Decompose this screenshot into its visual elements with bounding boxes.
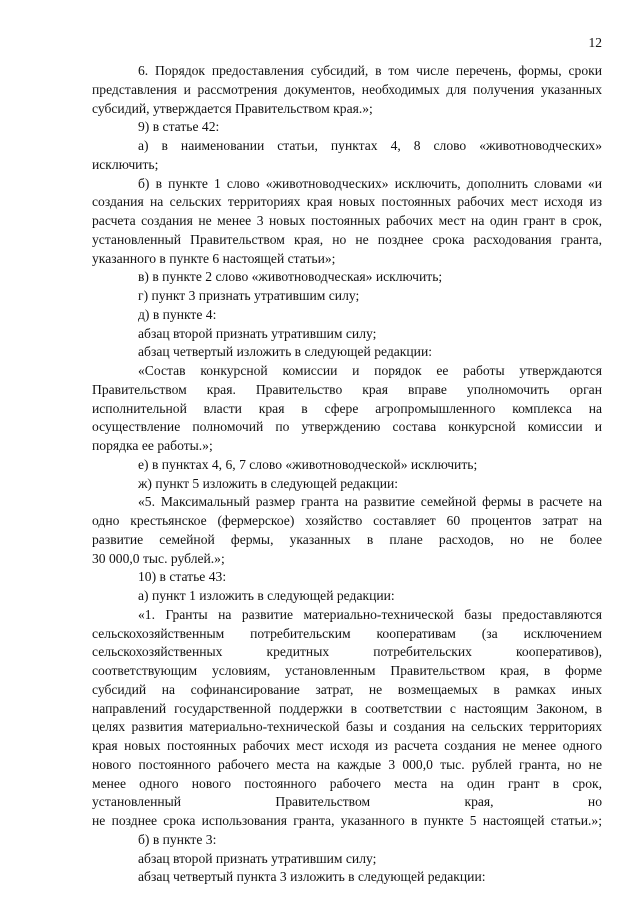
text-line: установленный Правительством края, но не позднее срока расходования гранта, (92, 231, 602, 247)
text-line: абзац второй признать утратившим силу; (138, 850, 377, 866)
text-line: «1. Гранты на развитие материально-технической базы предоставляются (138, 606, 602, 622)
text-line: порядка ее работы.»; (92, 438, 213, 453)
text-line: е) в пунктах 4, 6, 7 слово «животноводческой» исключить; (138, 456, 478, 472)
text-line: направлений государственной поддержки в соответствии с настоящим Законом, в (92, 700, 602, 716)
text-line: в) в пункте 2 слово «животноводческая» исключить; (138, 269, 443, 285)
text-line: менее одного нового постоянного рабочего места на один грант в срок, (92, 775, 602, 791)
text-line: «Состав конкурсной комиссии и порядок ее работы утверждаются (138, 363, 602, 378)
text-line: 10) в статье 43: (138, 569, 227, 585)
text-line: б) в пункте 1 слово «животноводческих» исключить, дополнить словами «и (138, 175, 602, 191)
text-line: установленный Правительством края, но (92, 794, 602, 810)
text-line: нового постоянного рабочего места на каждые 3 000,0 тыс. рублей гранта, но не (92, 756, 602, 772)
text-line: представления и рассмотрения документов, необходимых для получения указанных (92, 81, 602, 97)
text-line: соответствующим условиям, установленным Правительством края, в форме (92, 663, 602, 678)
text-line: создания на сельских территориях края новых постоянных рабочих мест исходя из (92, 194, 602, 210)
text-line: осуществление полномочий по утверждению состава конкурсной комиссии и (92, 419, 602, 435)
text-line: Правительством края. Правительство края вправе уполномочить орган (92, 381, 602, 397)
text-line: расчета создания не менее 3 новых постоянных рабочих мест на один грант в срок, (92, 213, 602, 228)
text-line: б) в пункте 3: (138, 831, 217, 847)
text-line: абзац четвертый пункта 3 изложить в следующей редакции: (138, 869, 486, 885)
text-line: субсидий, утверждается Правительством края.»; (92, 100, 373, 116)
text-line: 6. Порядок предоставления субсидий, в том числе перечень, формы, сроки (138, 63, 602, 78)
text-line: ж) пункт 5 изложить в следующей редакции: (138, 475, 399, 491)
text-line: края новых постоянных рабочих мест исходя из расчета создания не менее одного (92, 738, 602, 753)
text-line: 30 000,0 тыс. рублей.»; (92, 550, 225, 566)
text-line: сельскохозяйственным потребительским кооперативам (за исключением (92, 625, 602, 641)
text-line: исключить; (92, 156, 159, 172)
text-line: д) в пункте 4: (138, 306, 217, 322)
page-number: 12 (588, 35, 602, 50)
text-line: исполнительной власти края в сфере агропромышленного комплекса на (92, 400, 602, 416)
text-line: субсидий на софинансирование затрат, не возмещаемых в рамках иных (92, 681, 602, 697)
text-line: одно крестьянское (фермерское) хозяйство составляет 60 процентов затрат на (92, 513, 602, 528)
text-line: а) пункт 1 изложить в следующей редакции: (138, 588, 395, 603)
text-line: указанного в пункте 6 настоящей статьи»; (92, 250, 336, 266)
text-line: сельскохозяйственных кредитных потребительских кооперативов), (92, 644, 602, 660)
text-line: г) пункт 3 признать утратившим силу; (138, 288, 360, 303)
text-line: «5. Максимальный размер гранта на развитие семейной фермы в расчете на (138, 494, 602, 510)
text-line: не позднее срока использования гранта, указанного в пункте 5 настоящей статьи.»; (92, 813, 602, 828)
text-line: абзац четвертый изложить в следующей редакции: (138, 344, 433, 360)
text-line: 9) в статье 42: (138, 119, 220, 135)
text-line: целях развития материально-технической базы и создания на сельских территориях (92, 719, 602, 735)
text-line: а) в наименовании статьи, пунктах 4, 8 слово «животноводческих» (138, 138, 602, 153)
text-line: абзац второй признать утратившим силу; (138, 325, 377, 341)
text-line: развитие семейной фермы, указанных в плане расходов, но не более (92, 531, 602, 547)
document-body (92, 62, 602, 887)
